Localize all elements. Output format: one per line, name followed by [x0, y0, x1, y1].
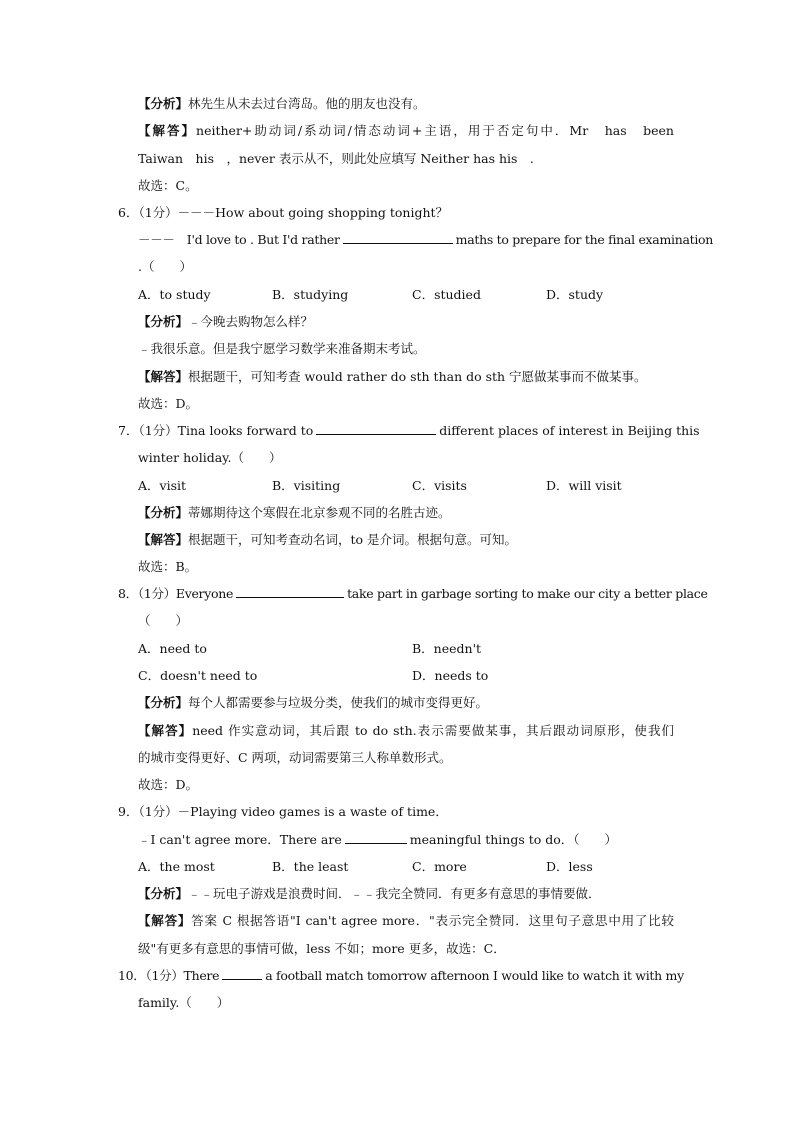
answer-label: 【解答】	[138, 913, 192, 928]
option-b: B．the least	[272, 859, 349, 874]
q7-analysis	[138, 504, 451, 522]
question-number: 9．	[118, 804, 139, 819]
option-d: D．will visit	[546, 478, 622, 493]
question-number: 6．	[118, 205, 139, 220]
option-c: C．studied	[412, 287, 481, 302]
q5-analysis	[138, 95, 426, 113]
q6-answer	[138, 368, 647, 386]
option-d: D．study	[546, 287, 604, 302]
analysis-text: 林先生从未去过台湾岛。他的朋友也没有。	[188, 96, 426, 111]
question-text: meaningful things to do．（ ）	[409, 832, 618, 847]
question-text: Everyone	[175, 586, 234, 601]
option-a: A．to study	[138, 287, 211, 302]
answer-blank	[236, 585, 344, 598]
q9-answer-line2: 级"有更多有意思的事情可做，less 不如；more 更多，故选：C．	[138, 941, 506, 956]
q10-stem-line1	[118, 967, 684, 985]
q9-answer-line1	[138, 912, 674, 930]
question-text: take part in garbage sorting to make our city a better place	[347, 586, 708, 601]
question-score: （1分）	[137, 586, 176, 601]
option-b: B．visiting	[272, 478, 341, 493]
answer-label: 【解答】	[138, 723, 193, 738]
q7-result: 故选：B。	[138, 559, 198, 574]
question-number: 8．	[118, 586, 138, 601]
option-c: C．visits	[412, 478, 467, 493]
option-b: B．studying	[272, 287, 349, 302]
q6-result: 故选：D。	[138, 396, 199, 411]
option-a: A．visit	[138, 478, 187, 493]
q6-analysis-line2: ﹣我很乐意。但是我宁愿学习数学来准备期末考试。	[138, 341, 426, 356]
q5-result: 故选：C。	[138, 178, 198, 193]
q10-stem-line2: family.（ ）	[138, 995, 230, 1010]
q8-stem-line2: （ ）	[138, 613, 189, 628]
q7-stem-line2: winter holiday.（ ）	[138, 450, 282, 465]
q8-stem-line1	[118, 585, 708, 603]
q8-answer-line1	[138, 722, 674, 740]
q9-analysis	[138, 885, 601, 903]
analysis-label: 【分析】	[138, 695, 189, 710]
q5-answer-line2: Taiwan his ，never 表示从不，则此处应填写 Neither has his .	[138, 151, 534, 166]
q5-answer-line1	[138, 122, 674, 140]
answer-blank	[343, 231, 453, 244]
answer-text: 答案 C 根据答语"I can't agree more．"表示完全赞同．这里句子意思中用了比较	[191, 913, 674, 928]
answer-label: 【解答】	[138, 123, 197, 138]
q6-stem-line1	[118, 204, 448, 222]
q7-answer	[138, 531, 517, 549]
question-text: －－－ I'd love to . But I'd rather	[138, 232, 340, 247]
option-d: D．less	[546, 859, 593, 874]
analysis-text: ﹣﹣玩电子游戏是浪费时间．﹣﹣我完全赞同．有更多有意思的事情要做．	[188, 886, 601, 901]
question-text: a football match tomorrow afternoon I would like to watch it with my	[265, 968, 684, 983]
answer-text: neither+助动词/系动词/情态动词+主语，用于否定句中．Mr has been	[196, 123, 674, 138]
analysis-label: 【分析】	[138, 96, 189, 111]
option-b: B．needn't	[412, 641, 482, 656]
answer-label: 【解答】	[138, 369, 189, 384]
question-score: （1分）	[138, 205, 178, 220]
question-score: （1分）	[145, 968, 184, 983]
answer-text: need 作实意动词，其后跟 to do sth.表示需要做某事，其后跟动词原形，使我们	[192, 723, 674, 738]
analysis-label: 【分析】	[138, 505, 189, 520]
analysis-text: ﹣今晚去购物怎么样？	[188, 314, 314, 329]
q8-analysis	[138, 694, 488, 712]
question-text: There	[183, 968, 220, 983]
q9-stem-line2	[138, 831, 617, 849]
q9-stem-line1	[118, 803, 448, 821]
q6-stem-line3: .（ ）	[138, 259, 192, 274]
question-text: －－－How about going shopping tonight？	[177, 205, 449, 220]
analysis-text: 蒂娜期待这个寒假在北京参观不同的名胜古迹。	[188, 505, 451, 520]
analysis-text: 每个人都需要参与垃圾分类，使我们的城市变得更好。	[188, 695, 489, 710]
q6-analysis-line1	[138, 313, 313, 331]
option-c: C．doesn't need to	[138, 668, 258, 683]
question-text: Tina looks forward to	[177, 423, 314, 438]
option-d: D．needs to	[412, 668, 489, 683]
q7-stem-line1	[118, 422, 700, 440]
answer-blank	[222, 967, 262, 980]
answer-text: 根据题干，可知考查 would rather do sth than do sth 宁愿做某事而不做某事。	[188, 369, 647, 384]
question-score: （1分）	[138, 804, 178, 819]
q8-answer-line2: 的城市变得更好、C 两项，动词需要第三人称单数形式。	[138, 750, 452, 765]
question-text: ﹣I can't agree more．There are	[138, 832, 342, 847]
question-text: －Playing video games is a waste of time．	[177, 804, 448, 819]
question-text: maths to prepare for the final examination	[455, 232, 713, 247]
answer-label: 【解答】	[138, 532, 189, 547]
question-number: 10．	[118, 968, 146, 983]
analysis-label: 【分析】	[138, 314, 189, 329]
question-score: （1分）	[138, 423, 178, 438]
question-text: different places of interest in Beijing this	[439, 423, 700, 438]
option-a: A．the most	[138, 859, 215, 874]
answer-text: 根据题干，可知考查动名词，to 是介词。根据句意。可知。	[188, 532, 518, 547]
question-number: 7．	[118, 423, 139, 438]
q6-stem-line2	[138, 231, 713, 249]
answer-blank	[345, 831, 407, 844]
answer-blank	[316, 422, 436, 435]
option-c: C．more	[412, 859, 467, 874]
option-a: A．need to	[138, 641, 207, 656]
q8-result: 故选：D。	[138, 777, 199, 792]
analysis-label: 【分析】	[138, 886, 189, 901]
